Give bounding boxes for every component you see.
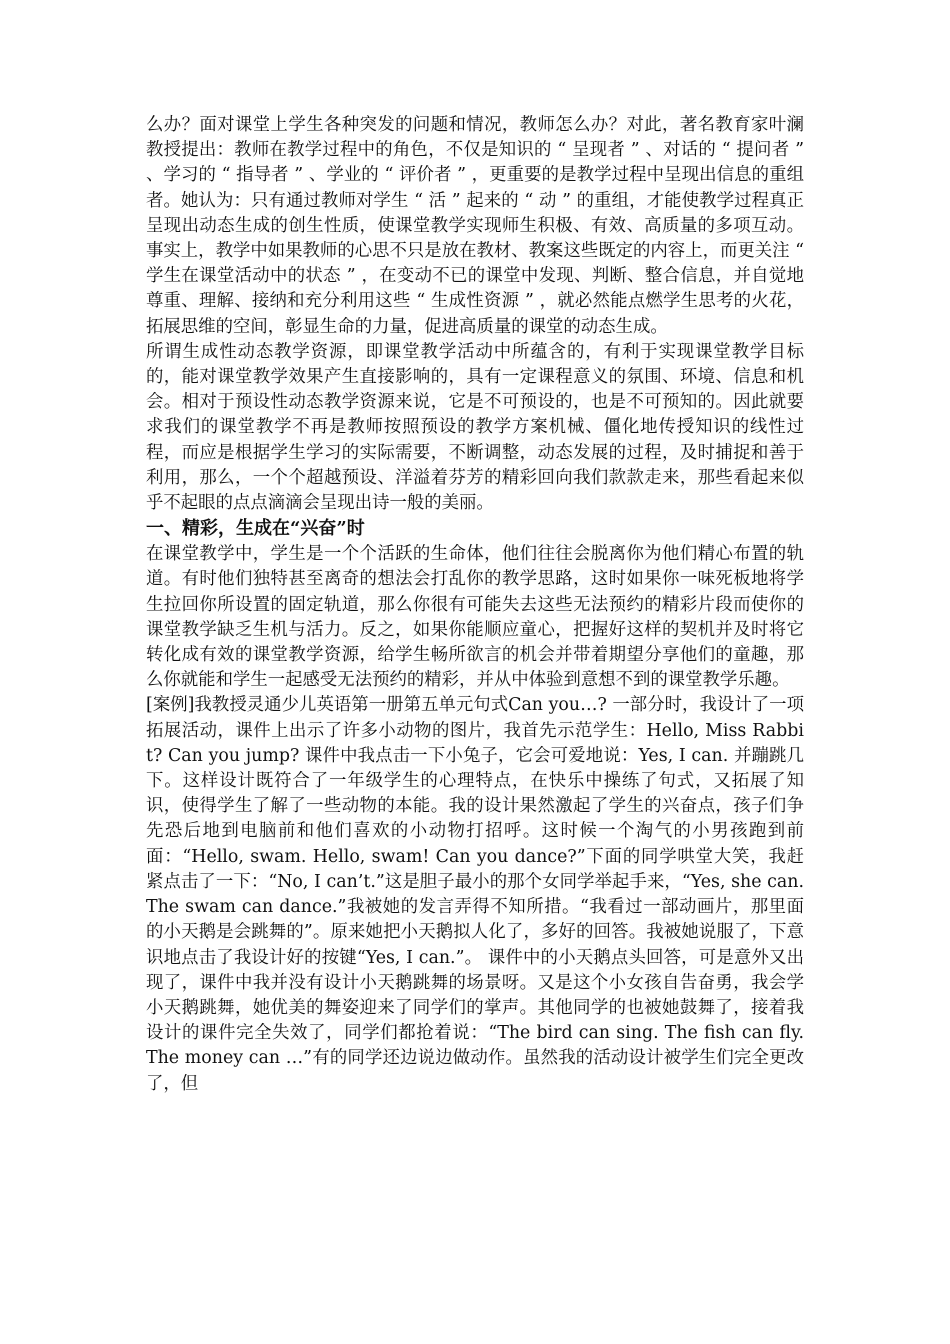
case-paragraph [146,693,804,1096]
body-paragraph: 在课堂教学中，学生是一个个活跃的生命体，他们往往会脱离你为他们精心布置的轨道。有时他们独特甚至离奇的想法会打乱你的教学思路，这时如果你一味死板地将学生拉回你所设置的固定轨道，那么你很有可能失去这些无法预约的精彩片段而使你的课堂教学缺乏生机与活力。反之，如果你能顺应童心，把握好这样的契机并及时将它转化成有效的课堂教学资源，给学生畅所欲言的机会并带着期望分享他们的童趣，那么你就能和学生一起感受无法预约的精彩，并从中体验到意想不到的课堂教学乐趣。 [146,544,804,691]
body-paragraph: 所谓生成性动态教学资源，即课堂教学活动中所蕴含的，有利于实现课堂教学目标的，能对课堂教学效果产生直接影响的，具有一定课程意义的氛围、环境、信息和机会。相对于预设性动态教学资源来说，它是不可预设的，也是不可预知的。因此就要求我们的课堂教学不再是教师按照预设的教学方案机械、僵化地传授知识的线性过程，而应是根据学生学习的实际需要，不断调整，动态发展的过程，及时捕捉和善于利用，那么，一个个超越预设、洋溢着芬芳的精彩回向我们款款走来，那些看起来似乎不起眼的点点滴滴会呈现出诗一般的美丽。 [146,341,804,514]
body-paragraph: 么办？面对课堂上学生各种突发的问题和情况，教师怎么办？对此，著名教育家叶澜教授提出：教师在教学过程中的角色，不仅是知识的 “ 呈现者 ” 、对话的 “ 提问者 ” 、学习的 “ 指导者 ” 、学业的 “ 评价者 ” ，更重要的是教学过程中呈现出信息的重组者。她认为：只有通过教师对学生 “ 活 ” 起来的 “ 动 ” 的重组，才能使教学过程真正呈现出动态生成的创生性质，使课堂教学实现师生积极、有效、高质量的多项互动。事实上，教学中如果教师的心思不只是放在教材、教案这些既定的内容上，而更关注 “ 学生在课堂活动中的状态 ” ，在变动不已的课堂中发现、判断、整合信息，并自觉地尊重、理解、接纳和充分利用这些 “ 生成性资源 ” ，就必然能点燃学生思考的火花，拓展思维的空间，彰显生命的力量，促进高质量的课堂的动态生成。 [146,115,804,337]
section-heading: 一、精彩，生成在“兴奋”时 [146,518,365,540]
case-label: [案例] [146,695,195,716]
case-text: 我教授灵通少儿英语第一册第五单元句式Can you…? 一部分时，我设计了一项拓展活动，课件上出示了许多小动物的图片，我首先示范学生：Hello, Miss Rabbit? Can you jump? 课件中我点击一下小兔子，它会可爱地说：Yes, I can. 并蹦跳几下。这样设计既符合了一年级学生的心理特点，在快乐中操练了句式，又拓展了知识，使得学生了解了一些动物的本能。我的设计果然激起了学生的兴奋点，孩子们争先恐后地到电脑前和他们喜欢的小动物打招呼。这时候一个淘气的小男孩跑到前面：“Hello, swam. Hello, swam! Can you dance?”下面的同学哄堂大笑，我赶紧点击了一下：“No, I can’t.”这是胆子最小的那个女同学举起手来，“Yes, she can. The swam can dance.”我被她的发言弄得不知所措。“我看过一部动画片，那里面的小天鹅是会跳舞的”。原来她把小天鹅拟人化了，多好的回答。我被她说服了，下意识地点击了我设计好的按键“Yes, I can.”。 课件中的小天鹅点头回答，可是意外又出现了，课件中我并没有设计小天鹅跳舞的场景呀。又是这个小女孩自告奋勇，我会学小天鹅跳舞，她优美的舞姿迎来了同学们的掌声。其他同学的也被她鼓舞了，接着我设计的课件完全失效了，同学们都抢着说：“The bird can sing. The fish can fly. The money can …”有的同学还边说边做动作。虽然我的活动设计被学生们完全更改了，但 [146,695,804,1094]
